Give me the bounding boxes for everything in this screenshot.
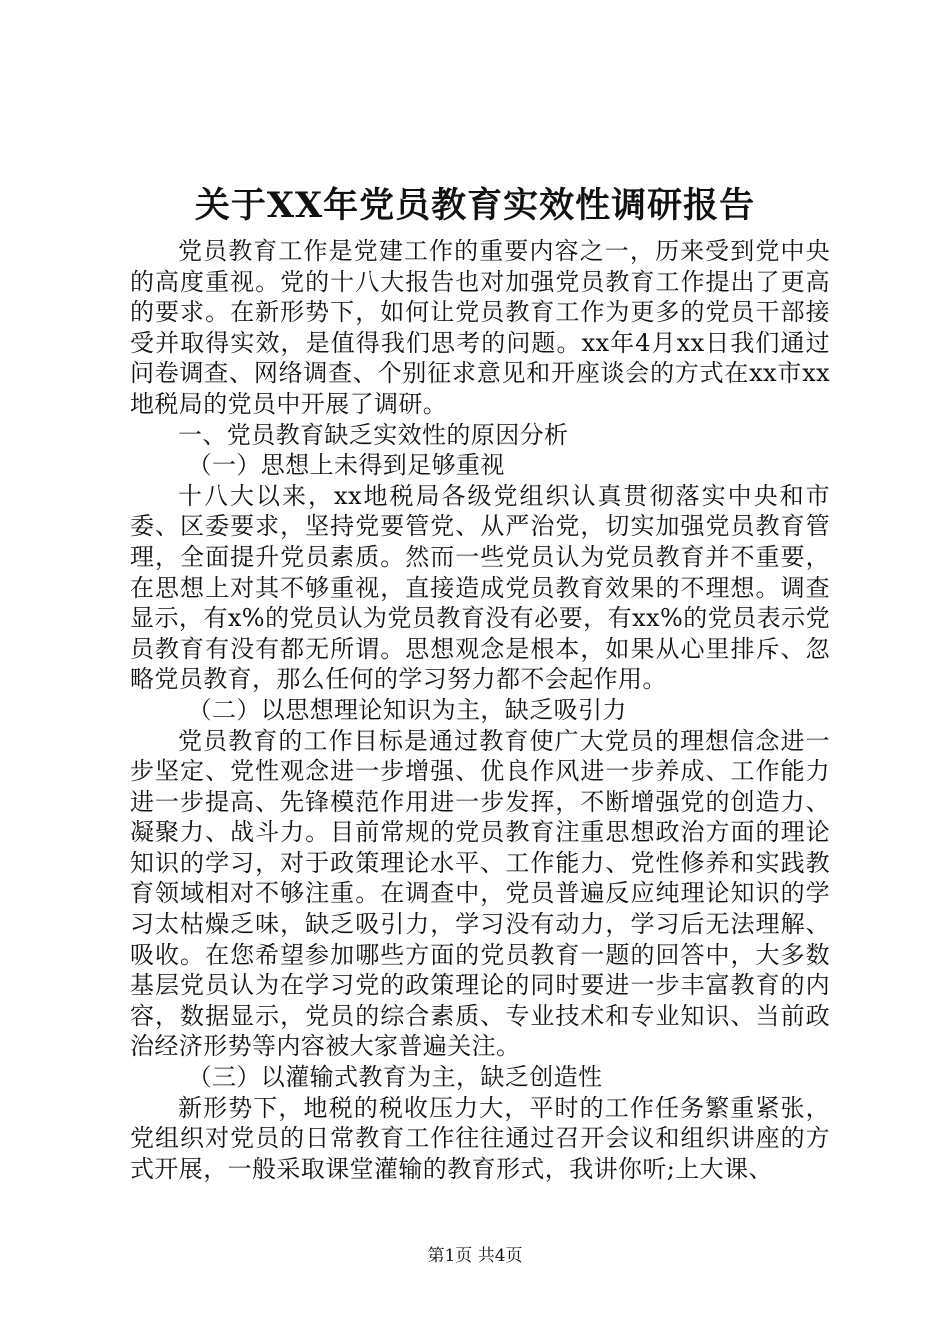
- paragraph-intro: 党员教育工作是党建工作的重要内容之一，历来受到党中央的高度重视。党的十八大报告也对加强党员教育工作提出了更高的要求。在新形势下，如何让党员教育工作为更多的党员干部接受并取得实效，是值得我们思考的问题。xx年4月xx日我们通过问卷调查、网络调查、个别征求意见和开座谈会的方式在xx市xx地税局的党员中开展了调研。: [130, 237, 830, 418]
- section-heading-1: 一、党员教育缺乏实效性的原因分析: [178, 420, 569, 449]
- subsection-heading-1: （一）思想上未得到足够重视: [187, 451, 505, 480]
- document-title: 关于XX年党员教育实效性调研报告: [194, 185, 756, 226]
- paragraph-body-3: 新形势下，地税的税收压力大，平时的工作任务繁重紧张，党组织对党员的日常教育工作往往通过召开会议和组织讲座的方式开展，一般采取课堂灌输的教育形式，我讲你听;上大课、: [130, 1093, 830, 1183]
- page-number-footer: 第1页 共4页: [427, 1246, 523, 1266]
- subsection-heading-2: （二）以思想理论知识为主，缺乏吸引力: [187, 695, 627, 724]
- paragraph-body-2: 党员教育的工作目标是通过教育使广大党员的理想信念进一步坚定、党性观念进一步增强、优良作风进一步养成、工作能力进一步提高、先锋模范作用进一步发挥，不断增强党的创造力、凝聚力、战斗力。目前常规的党员教育注重思想政治方面的理论知识的学习，对于政策理论水平、工作能力、党性修养和实践教育领域相对不够注重。在调查中，党员普遍反应纯理论知识的学习太枯燥乏味，缺乏吸引力，学习没有动力，学习后无法理解、吸收。在您希望参加哪些方面的党员教育一题的回答中，大多数基层党员认为在学习党的政策理论的同时要进一步丰富教育的内容，数据显示，党员的综合素质、专业技术和专业知识、当前政治经济形势等内容被大家普遍关注。: [130, 726, 830, 1061]
- subsection-heading-3: （三）以灌输式教育为主，缺乏创造性: [187, 1063, 603, 1092]
- document-body: [130, 236, 830, 1184]
- paragraph-body-1: 十八大以来，xx地税局各级党组织认真贯彻落实中央和市委、区委要求，坚持党要管党、从严治党，切实加强党员教育管理，全面提升党员素质。然而一些党员认为党员教育并不重要，在思想上对其不够重视，直接造成党员教育效果的不理想。调查显示，有x%的党员认为党员教育没有必要，有xx%的党员表示党员教育有没有都无所谓。思想观念是根本，如果从心里排斥、忽略党员教育，那么任何的学习努力都不会起作用。: [130, 481, 830, 694]
